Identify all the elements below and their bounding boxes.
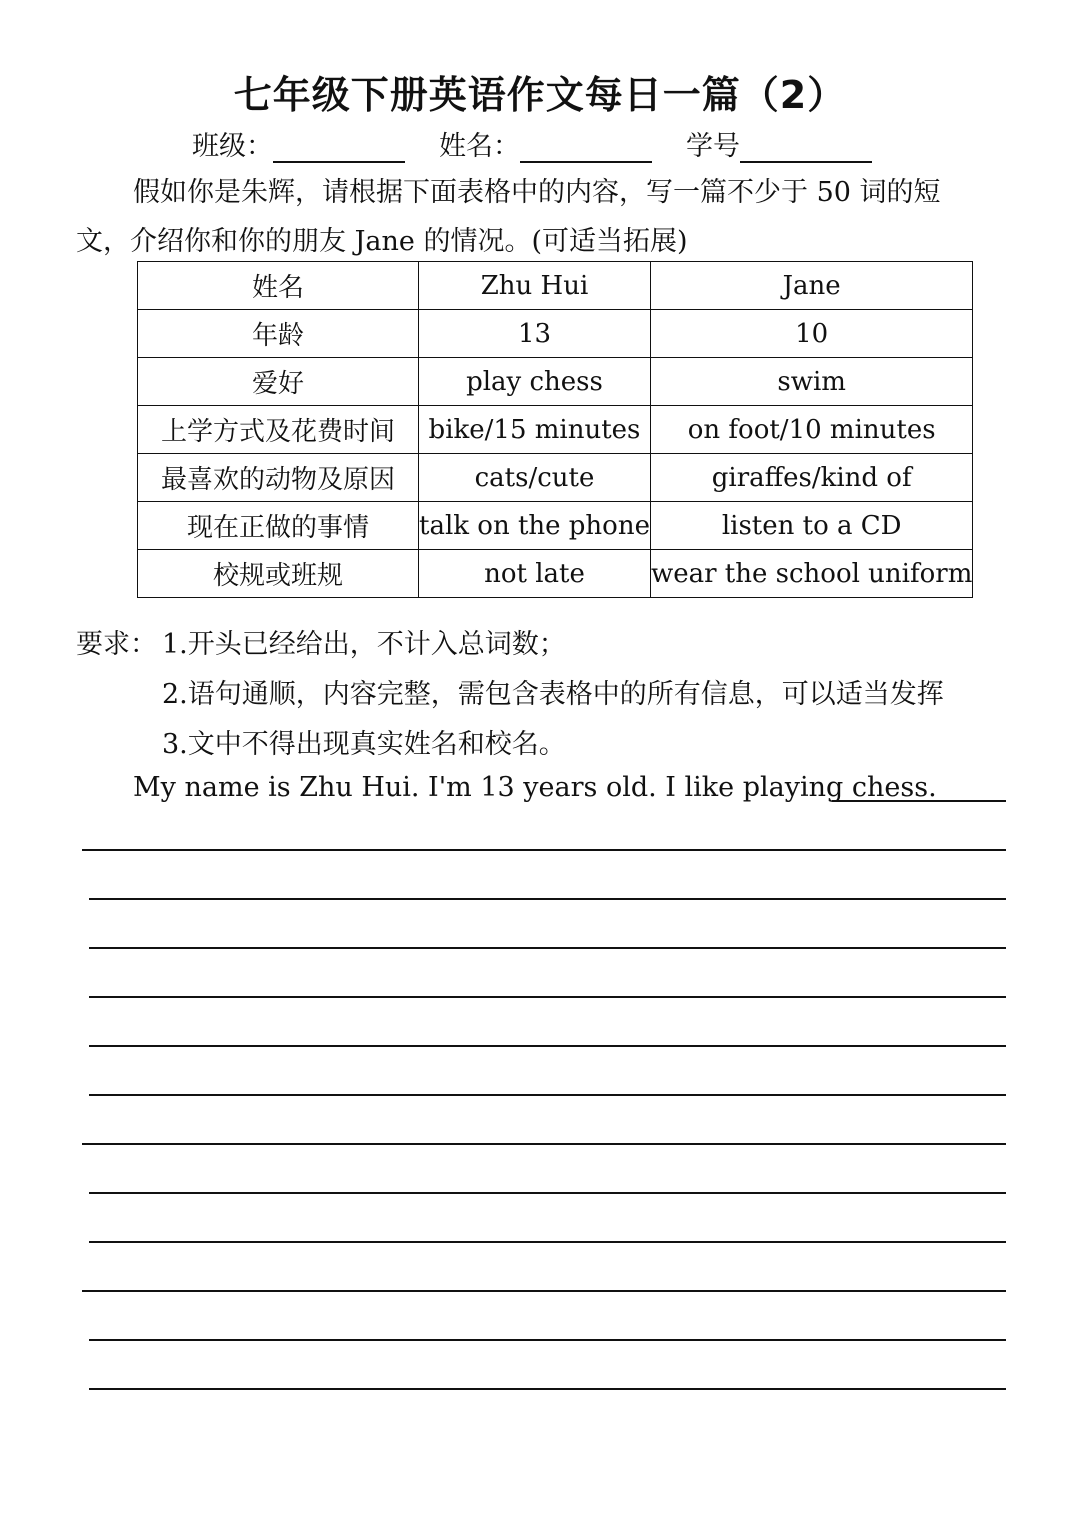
writing-line-first[interactable]: [832, 800, 1006, 802]
table-cell: play chess: [419, 358, 651, 406]
table-cell: not late: [419, 550, 651, 598]
table-cell: 现在正做的事情: [138, 502, 419, 550]
page-title: 七年级下册英语作文每日一篇（2）: [233, 73, 847, 117]
table-row: [138, 358, 973, 406]
table-cell: Jane: [650, 262, 972, 310]
table-cell: 13: [419, 310, 651, 358]
table-cell: 年龄: [138, 310, 419, 358]
table-cell: wear the school uniform: [650, 550, 972, 598]
writing-line[interactable]: [89, 1094, 1006, 1096]
table-cell: 最喜欢的动物及原因: [138, 454, 419, 502]
writing-line[interactable]: [82, 849, 1006, 851]
requirement-item-3: 3.文中不得出现真实姓名和校名。: [162, 729, 566, 760]
table-cell: bike/15 minutes: [419, 406, 651, 454]
name-label: 姓名：: [439, 131, 520, 162]
writing-line[interactable]: [82, 1143, 1006, 1145]
name-blank[interactable]: [520, 131, 652, 163]
table-cell: cats/cute: [419, 454, 651, 502]
info-table: [137, 261, 973, 598]
writing-line[interactable]: [82, 1290, 1006, 1292]
table-row: [138, 262, 973, 310]
student-number-blank[interactable]: [740, 131, 872, 163]
student-number-label: 学号: [686, 131, 740, 162]
writing-line[interactable]: [89, 1192, 1006, 1194]
class-label: 班级：: [192, 131, 273, 162]
writing-line[interactable]: [89, 996, 1006, 998]
table-cell: Zhu Hui: [419, 262, 651, 310]
table-cell: 10: [650, 310, 972, 358]
writing-line[interactable]: [89, 1045, 1006, 1047]
table-cell: talk on the phone: [419, 502, 651, 550]
table-cell: 爱好: [138, 358, 419, 406]
table-cell: on foot/10 minutes: [650, 406, 972, 454]
class-field: [192, 124, 405, 160]
table-cell: listen to a CD: [650, 502, 972, 550]
writing-line[interactable]: [89, 1339, 1006, 1341]
table-row: [138, 502, 973, 550]
writing-line[interactable]: [89, 898, 1006, 900]
requirement-item-1: 1.开头已经给出，不计入总词数；: [162, 629, 566, 660]
student-number-field: [686, 124, 872, 160]
table-row: [138, 550, 973, 598]
table-row: [138, 406, 973, 454]
prompt-line-1: 假如你是朱辉，请根据下面表格中的内容，写一篇不少于 50 词的短: [133, 177, 941, 208]
requirement-item-2: 2.语句通顺，内容完整，需包含表格中的所有信息，可以适当发挥: [162, 679, 944, 710]
table-cell: 校规或班规: [138, 550, 419, 598]
writing-line[interactable]: [89, 1241, 1006, 1243]
table-row: [138, 454, 973, 502]
table-cell: giraffes/kind of: [650, 454, 972, 502]
name-field: [439, 124, 652, 160]
table-row: [138, 310, 973, 358]
opening-sentence: My name is Zhu Hui. I'm 13 years old. I like playing chess.: [133, 772, 937, 803]
prompt-line-2: 文，介绍你和你的朋友 Jane 的情况。(可适当拓展): [76, 226, 688, 257]
table-cell: 上学方式及花费时间: [138, 406, 419, 454]
table-cell: swim: [650, 358, 972, 406]
table-cell: 姓名: [138, 262, 419, 310]
class-blank[interactable]: [273, 131, 405, 163]
writing-line[interactable]: [89, 947, 1006, 949]
writing-line[interactable]: [89, 1388, 1006, 1390]
requirements-label: 要求：: [76, 629, 157, 660]
